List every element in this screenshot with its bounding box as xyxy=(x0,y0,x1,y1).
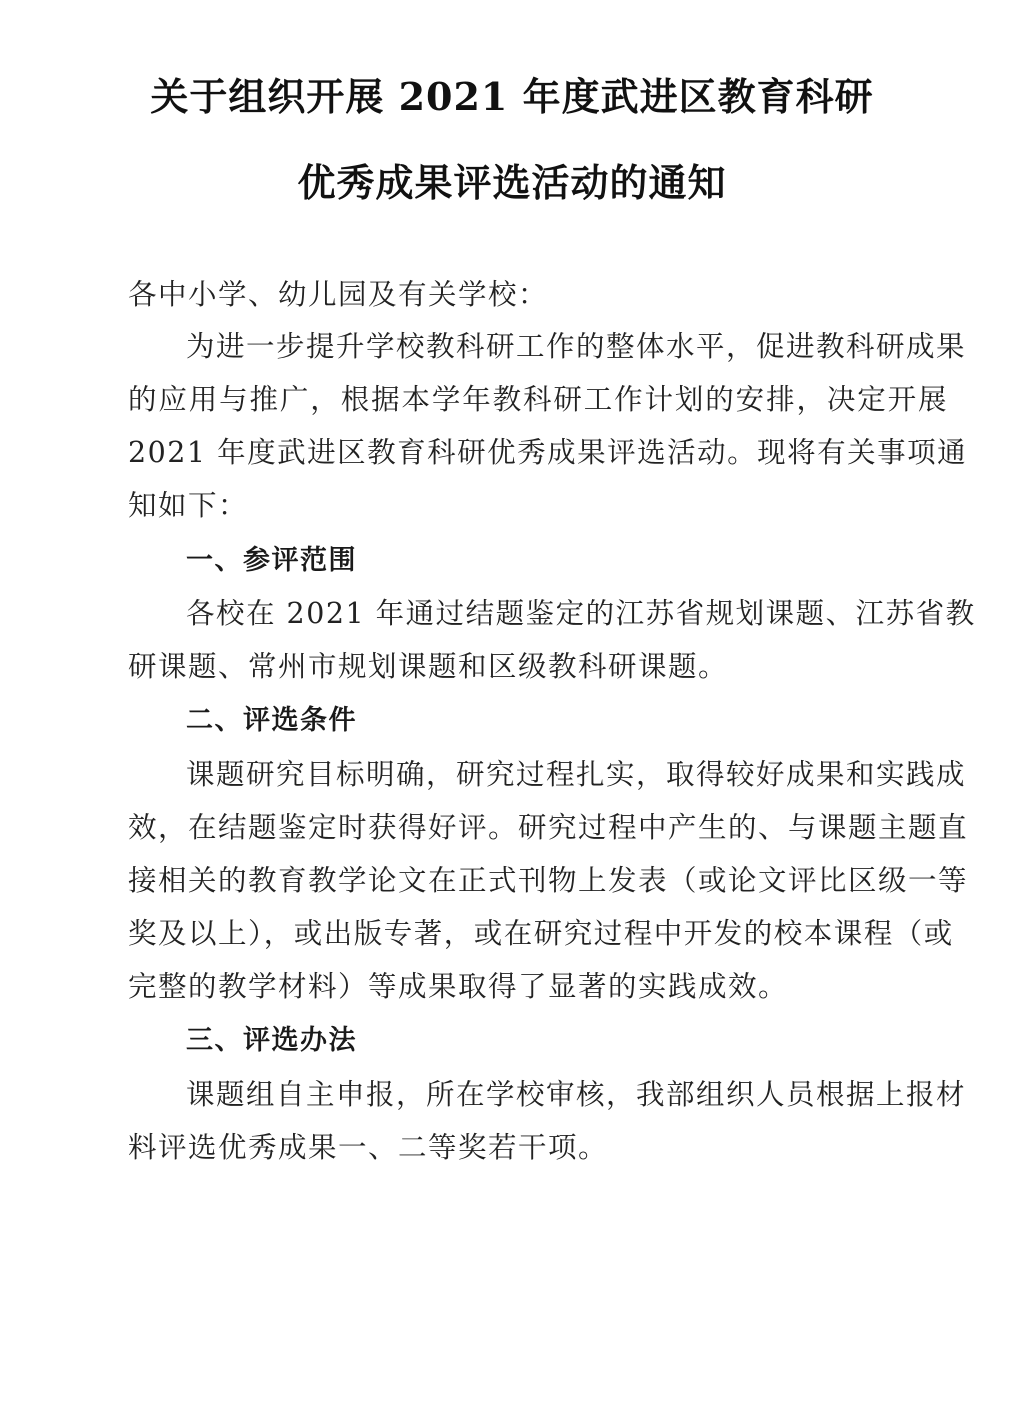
document-title-line-1: 关于组织开展 2021 年度武进区教育科研 xyxy=(150,74,874,119)
section-conditions-line: 接相关的教育教学论文在正式刊物上发表（或论文评比区级一等 xyxy=(128,864,969,897)
intro-paragraph-line: 知如下： xyxy=(128,489,249,522)
section-conditions-line: 课题研究目标明确，研究过程扎实，取得较好成果和实践成 xyxy=(186,758,967,791)
section-heading-method: 三、评选办法 xyxy=(186,1025,357,1056)
section-method-line: 课题组自主申报，所在学校审核，我部组织人员根据上报材 xyxy=(186,1078,967,1111)
intro-paragraph-line: 为进一步提升学校教科研工作的整体水平，促进教科研成果 xyxy=(186,330,967,363)
section-scope-line: 研课题、常州市规划课题和区级教科研课题。 xyxy=(128,650,729,683)
section-conditions-line: 效，在结题鉴定时获得好评。研究过程中产生的、与课题主题直 xyxy=(128,811,969,844)
section-heading-conditions: 二、评选条件 xyxy=(186,705,357,736)
salutation: 各中小学、幼儿园及有关学校： xyxy=(128,278,549,311)
intro-paragraph-line: 的应用与推广，根据本学年教科研工作计划的安排，决定开展 xyxy=(128,383,948,416)
intro-paragraph-line: 2021 年度武进区教育科研优秀成果评选活动。现将有关事项通 xyxy=(128,436,968,469)
section-conditions-line: 完整的教学材料）等成果取得了显著的实践成效。 xyxy=(128,970,789,1003)
section-scope-line: 各校在 2021 年通过结题鉴定的江苏省规划课题、江苏省教 xyxy=(186,597,976,630)
document-title-line-2: 优秀成果评选活动的通知 xyxy=(297,160,727,205)
section-method-line: 料评选优秀成果一、二等奖若干项。 xyxy=(128,1131,609,1164)
section-conditions-line: 奖及以上），或出版专著，或在研究过程中开发的校本课程（或 xyxy=(128,917,954,950)
section-heading-scope: 一、参评范围 xyxy=(186,545,357,576)
